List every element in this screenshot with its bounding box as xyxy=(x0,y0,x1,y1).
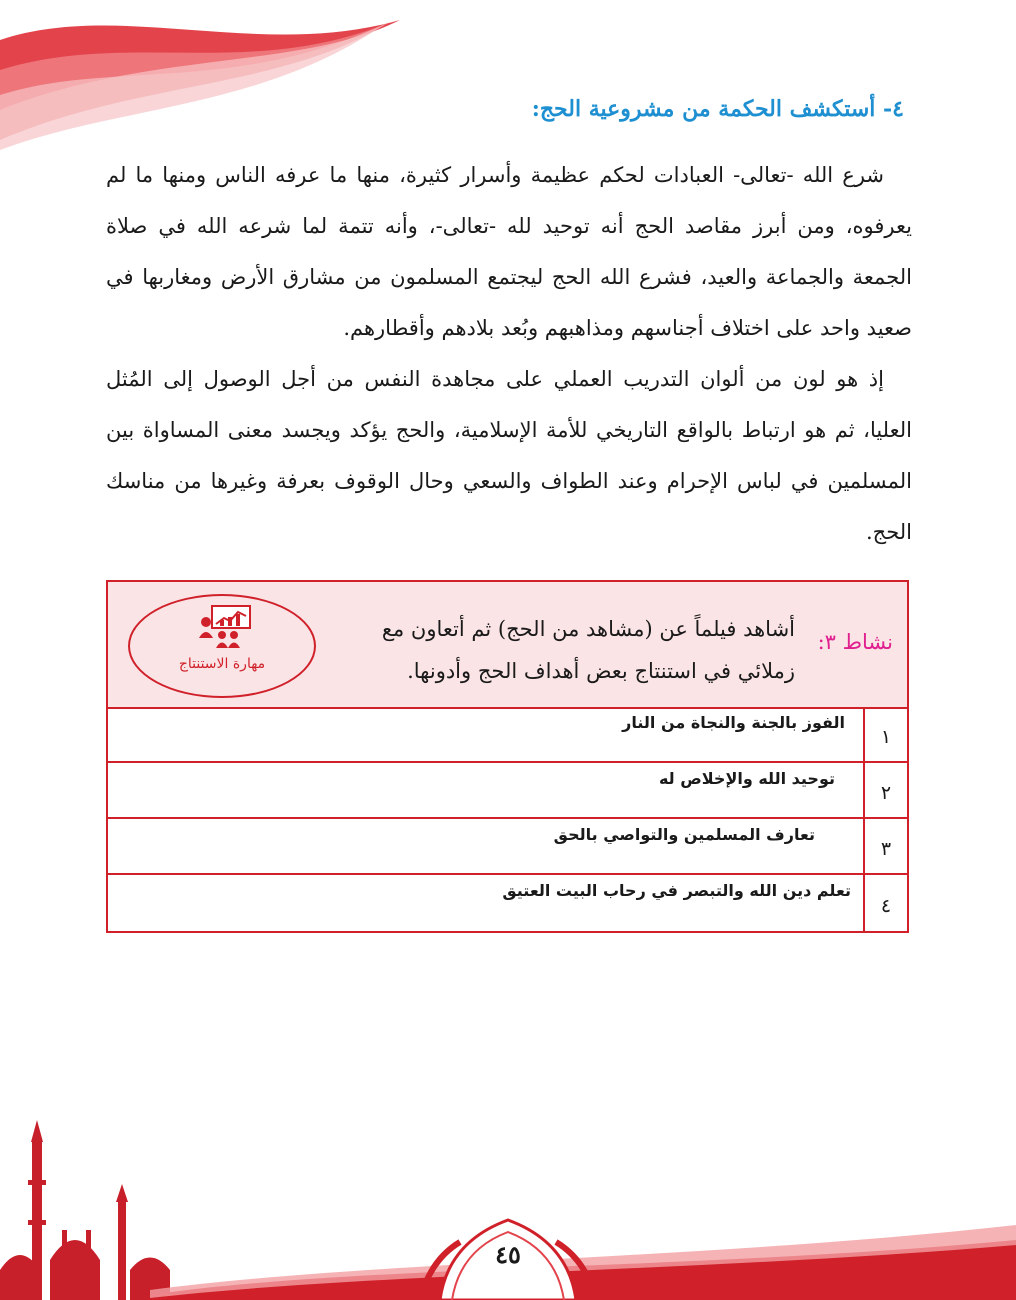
page-number: ٤٥ xyxy=(495,1240,521,1269)
activity-header xyxy=(108,582,907,709)
row-answer: الفوز بالجنة والنجاة من النار xyxy=(622,713,845,732)
presentation-icon xyxy=(198,604,252,648)
row-answer: تعارف المسلمين والتواصي بالحق xyxy=(553,825,815,844)
bottom-mosque-decoration xyxy=(0,1120,1016,1300)
row-number: ١ xyxy=(863,707,907,761)
table-row xyxy=(108,819,907,875)
row-answer: تعلم دين الله والتبصر في رحاب البيت العتيق xyxy=(502,881,851,900)
paragraph-2: إذ هو لون من ألوان التدريب العملي على مجاهدة النفس من أجل الوصول إلى المُثل العليا، ثم هو ارتباط بالواقع التاريخي للأمة الإسلامية، والحج يؤكد ويجسد معنى المساواة بين المسلمين في لباس الإحرام وعند الطواف والسعي وحال الوقوف بعرفة وغيرها من مناسك الحج. xyxy=(106,367,912,544)
activity-box xyxy=(106,580,909,933)
activity-label: نشاط ٣: xyxy=(817,630,893,654)
skill-label: مهارة الاستنتاج xyxy=(178,656,266,672)
row-answer: توحيد الله والإخلاص له xyxy=(658,769,835,788)
section-heading: ٤- أستكشف الحكمة من مشروعية الحج: xyxy=(531,96,904,122)
table-row xyxy=(108,763,907,819)
activity-instruction: أشاهد فيلماً عن (مشاهد من الحج) ثم أتعاون مع زملائي في استنتاج بعض أهداف الحج وأدونها. xyxy=(381,617,795,683)
row-number: ٣ xyxy=(863,819,907,873)
skill-badge xyxy=(128,594,316,698)
paragraph-1: شرع الله -تعالى- العبادات لحكم عظيمة وأسرار كثيرة، منها ما عرفه الناس ومنها ما لم يعرفوه، ومن أبرز مقاصد الحج أنه توحيد لله -تعالى-، وأنه تتمة لما شرعه الله في صلاة الجمعة والجماعة والعيد، فشرع الله الحج ليجتمع المسلمون من مشارق الأرض ومغاربها في صعيد واحد على اختلاف أجناسهم ومذاهبهم وبُعد بلادهم وأقطارهم. xyxy=(106,163,912,340)
top-swoosh-decoration xyxy=(0,0,420,150)
table-row xyxy=(108,875,907,931)
row-number: ٢ xyxy=(863,763,907,817)
table-row xyxy=(108,707,907,763)
row-number: ٤ xyxy=(863,875,907,931)
